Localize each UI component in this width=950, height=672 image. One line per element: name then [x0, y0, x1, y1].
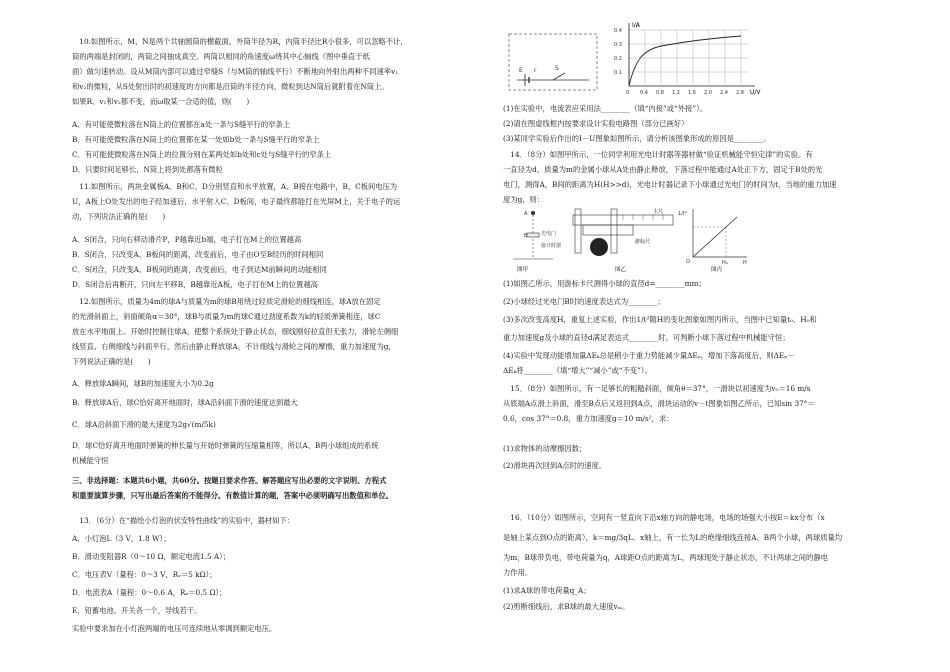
q12-line: 线竖直、右侧细线与斜面平行，然后由静止释放球A，不计细线与滑轮之间的摩擦，重力加速度为g，	[72, 342, 396, 351]
q11-line: 动，下列说法正确的是( )	[72, 212, 166, 221]
q10-line: 和v₂的微粒，从S处射出时的初速度的方向都是沿筒的半径方向，微粒到达N筒后就附着在N筒上。	[72, 82, 389, 91]
q13-part: (1)在实验中，电流表应采用法________（填“内接”或“外接”）。	[503, 104, 708, 113]
figure-a	[513, 211, 561, 273]
svg-text:E: E	[519, 67, 523, 74]
q14-part: (4)实验中发现动能增加量ΔEₖ总是稍小于重力势能减少量ΔEₚ，增加下落高度后，则ΔEₚ－	[503, 351, 795, 360]
iu-graph	[613, 20, 763, 98]
section-3-line: 和重要演算步骤，只写出最后答案的不能得分。有数值计算的题，答案中必须明确写出数值和单位。	[72, 491, 394, 500]
fig-caption-c: 图丙	[711, 267, 723, 273]
q14-part: ΔEₖ将________（填“增大”“减小”或“不变”）。	[503, 366, 652, 375]
graph-x-tick: 0.4	[640, 90, 648, 96]
graph-x-tick: 1.6	[688, 90, 696, 96]
q13-item: E．铅蓄电池、开关各一个，导线若干。	[72, 606, 202, 615]
circuit-diagram	[503, 30, 603, 94]
q16-line: 力作用。	[503, 568, 533, 577]
q13-part: (2)请在图虚线框内按要求设计实验电路图（部分已画好）	[503, 119, 689, 128]
fig-caption-a: 图甲	[517, 267, 529, 273]
q13-item: B．滑动变阻器R（0～10 Ω，额定电流1.5 A）；	[72, 552, 231, 561]
q12-option-a: A．释放球A瞬间，球B的加速度大小为0.2g	[72, 379, 214, 388]
svg-text:S: S	[555, 65, 559, 72]
figure-b	[573, 208, 673, 273]
q13-item: D．电流表A（量程：0～0.6 A，Rₐ＝0.5 Ω）；	[72, 588, 227, 597]
q15-line: 0.6，cos 37°＝0.8，重力加速度g＝10 m/s²，求：	[503, 414, 674, 423]
q14-part: (3)多次改变高度H，重复上述实验，作出1/t²随H的变化图象如图丙所示，当图中已知量t₀、H₀和	[503, 315, 817, 324]
graph-y-tick: 0.3	[614, 42, 622, 48]
q12-line: 12.如图所示，质量为4m的球A与质量为m的球B用绕过轻质定滑轮的细线相连，球A放在固定	[79, 297, 381, 306]
graph-x-tick: 1.2	[672, 90, 680, 96]
fig-inv-t-label: 1/t²	[678, 211, 687, 217]
q10-option-d: D．只要时间足够长，N筒上将到处都落有微粒	[72, 165, 223, 174]
figure-c	[678, 209, 747, 273]
fig-h0-label: H₀	[722, 260, 728, 266]
graph-y-label: I/A	[632, 22, 640, 29]
graph-x-tick: 2.8	[736, 90, 744, 96]
fig-b-label: B	[524, 233, 528, 239]
right-column	[503, 0, 893, 672]
q13-part: (3)某同学实验后作出的I－U图象如图所示，请分析该图象形成的原因是________。	[503, 134, 771, 143]
fig-h-label: H	[743, 260, 747, 266]
fig-origin-label: O	[686, 259, 690, 265]
graph-x-tick: 2.4	[720, 90, 728, 96]
q14-line: 电门，测得A，B间的距离为H(H>>d)，光电计时器记录下小球通过光电门的时间为t，当地的重力加速	[503, 180, 837, 189]
q15-line: 15．（8分）如图所示，有一足够长的粗糙斜面，倾角θ＝37°，一滑块以初速度为v₀＝16 m/s	[510, 384, 811, 393]
svg-text:r: r	[534, 67, 537, 74]
q11-option-c: C．S闭合，只改变A、B板间的距离，改变前后，电子到达M前瞬间的动能相同	[72, 265, 327, 274]
q13-item: C．电压表V（量程：0～3 V，Rᵥ＝5 kΩ）；	[72, 570, 217, 579]
section-3-line: 三、非选择题：本题共6小题，共60分。按题目要求作答。解答题应写出必要的文字说明、方程式	[72, 476, 387, 485]
graph-x-tick: 0.8	[656, 90, 664, 96]
graph-x-tick: 0	[626, 90, 630, 96]
q14-line: 度为g，则：	[503, 195, 545, 204]
q12-option-b: B．释放球A后，球C恰好离开地面时，球A沿斜面下滑的速度达到最大	[72, 398, 298, 407]
q12-line: 的光滑斜面上，斜面倾角α＝30°，球B与质量为m的球C通过劲度系数为k的轻质弹簧相连，球C	[72, 312, 381, 321]
q10-option-b: B．有可能使微粒落在N筒上的位置都在某一处如b处一条与S缝平行的窄条上	[72, 135, 320, 144]
q14-figures	[503, 207, 893, 275]
q16-part: (2)剪断细线后，求B球的最大速度vₘ。	[503, 602, 630, 611]
q14-line: 一直径为d，质量为m的金属小球从A处由静止释放，下落过程中能通过A处正下方，固定于B处的光	[503, 165, 823, 174]
q11-option-b: B．S闭合，只改变A、B板间的距离，改变前后，电子由O至B经历的时间相同	[72, 250, 324, 259]
q16-line: 为m，B球带负电，带电荷量为q，A球距O点的距离为L，两球现处于静止状态，不计两球之间的静电	[503, 553, 828, 562]
fig-gate-label: 光电门	[541, 231, 557, 237]
q15-line: 从底端A点滑上斜面，滑至B点后又返回到A点，滑块运动的v－t图象如图乙所示，已知sin 37°＝	[503, 399, 815, 408]
q10-option-c: C．有可能使微粒落在N筒上的位置分别在某两处如b处和c处与S缝平行的窄条上	[72, 150, 332, 159]
q11-option-d: D．S闭合后再断开，只向左平移B，B越靠近A板，电子打在M上的位置越高	[72, 280, 318, 289]
graph-x-label: U/V	[750, 89, 761, 96]
q14-part: (1)如图乙所示，用游标卡尺测得小球的直径d=________mm；	[503, 279, 706, 288]
q12-option-d-cont: 机械能守恒	[72, 456, 109, 465]
q10-option-a: A．有可能使微粒落在N筒上的位置都在a处一条与S缝平行的窄条上	[72, 120, 291, 129]
q13-item: 实验中要求加在小灯泡两端的电压可连续地从零调到额定电压。	[72, 624, 277, 633]
q10-line: 面）做匀速转动。设从M筒内部可以通过窄缝S（与M筒的轴线平行）不断地向外射出两种不同速率v₁	[72, 67, 399, 76]
q14-part: (2)小球经过光电门B时的速度表达式为________；	[503, 297, 665, 306]
graph-y-tick: 0.4	[614, 28, 622, 34]
fig-mainscale-label: 主尺	[653, 209, 664, 215]
graph-x-tick: 2.0	[704, 90, 712, 96]
fig-caption-b: 图乙	[615, 267, 627, 273]
fig-timer-label: 接计时器	[541, 243, 562, 249]
q12-option-d: D．球C恰好离开地面时弹簧的伸长量与开始时弹簧的压缩量相等，所以A、B两小球组成的系统	[72, 441, 379, 450]
q11-line: U，A板上O处发出的电子经加速后，水平射入C、D板间，电子最终都能打在光屏M上，关于电子的运	[72, 197, 401, 206]
q12-line: 放在水平地面上。开始时控制住球A，使整个系统处于静止状态，细线刚好拉直但无张力，滑轮左侧细	[72, 327, 399, 336]
q15-part: (2)滑块再次回到A点时的速度。	[503, 461, 607, 470]
graph-y-tick: 0.1	[614, 70, 622, 76]
q14-part: 重力加速度g及小球的直径d满足表达式________时，可判断小球下落过程中机械能守恒；	[503, 333, 790, 342]
q15-part: (1)求物体的动摩擦因数；	[503, 444, 587, 453]
q10-line: 筒的两端是封闭的，两筒之间抽成真空。两筒以相同的角速度ω绕其中心轴线（图中垂直于纸	[72, 52, 370, 61]
q14-line: 14．（8分）如图甲所示，一位同学利用光电计时器等器材做“验证机械能守恒定律”的实验。有	[510, 150, 813, 159]
graph-y-tick: 0.2	[614, 56, 622, 62]
q13-item: A．小灯泡L（3 V，1.8 W）；	[72, 534, 171, 543]
fig-vernier-label: 游标尺	[635, 239, 651, 245]
q10-line: 10.如图所示，M、N是两个共轴圆筒的横截面，外筒半径为R，内筒半径比R小很多，可以忽略不计，	[79, 37, 408, 46]
q13-stem: 13．（6分）在“描绘小灯泡的伏安特性曲线”的实验中，器材如下：	[79, 516, 295, 525]
fig-a-label: A	[524, 211, 528, 217]
q10-line: 如果R、v₁和v₂都不变，而ω取某一合适的值，则( )	[72, 97, 250, 106]
left-column	[72, 0, 452, 672]
q12-line: 下列说法正确的是( )	[72, 357, 151, 366]
q11-line: 11.如图所示，两块金属板A、B和C、D分别竖直和水平放置，A、B接在电路中，B、C板间电压为	[79, 182, 398, 191]
q11-option-a: A．S闭合，只向右移动滑片P，P越靠近b端，电子打在M上的位置越高	[72, 235, 302, 244]
q16-part: (1)求A球的带电荷量q_A；	[503, 586, 591, 595]
q16-line: 16．（10分）如图所示，空间有一竖直向下沿x轴方向的静电场，电场的场强大小按E＝kx分布（x	[510, 513, 825, 522]
q16-line: 是轴上某点到O点的距离），k＝mg/3qL。x轴上，有一长为L的绝缘细线连接A、B两个小球，两球质量均	[503, 533, 843, 542]
q12-option-c: C．球A沿斜面下滑的最大速度为2g√(m/5k)	[72, 420, 216, 429]
